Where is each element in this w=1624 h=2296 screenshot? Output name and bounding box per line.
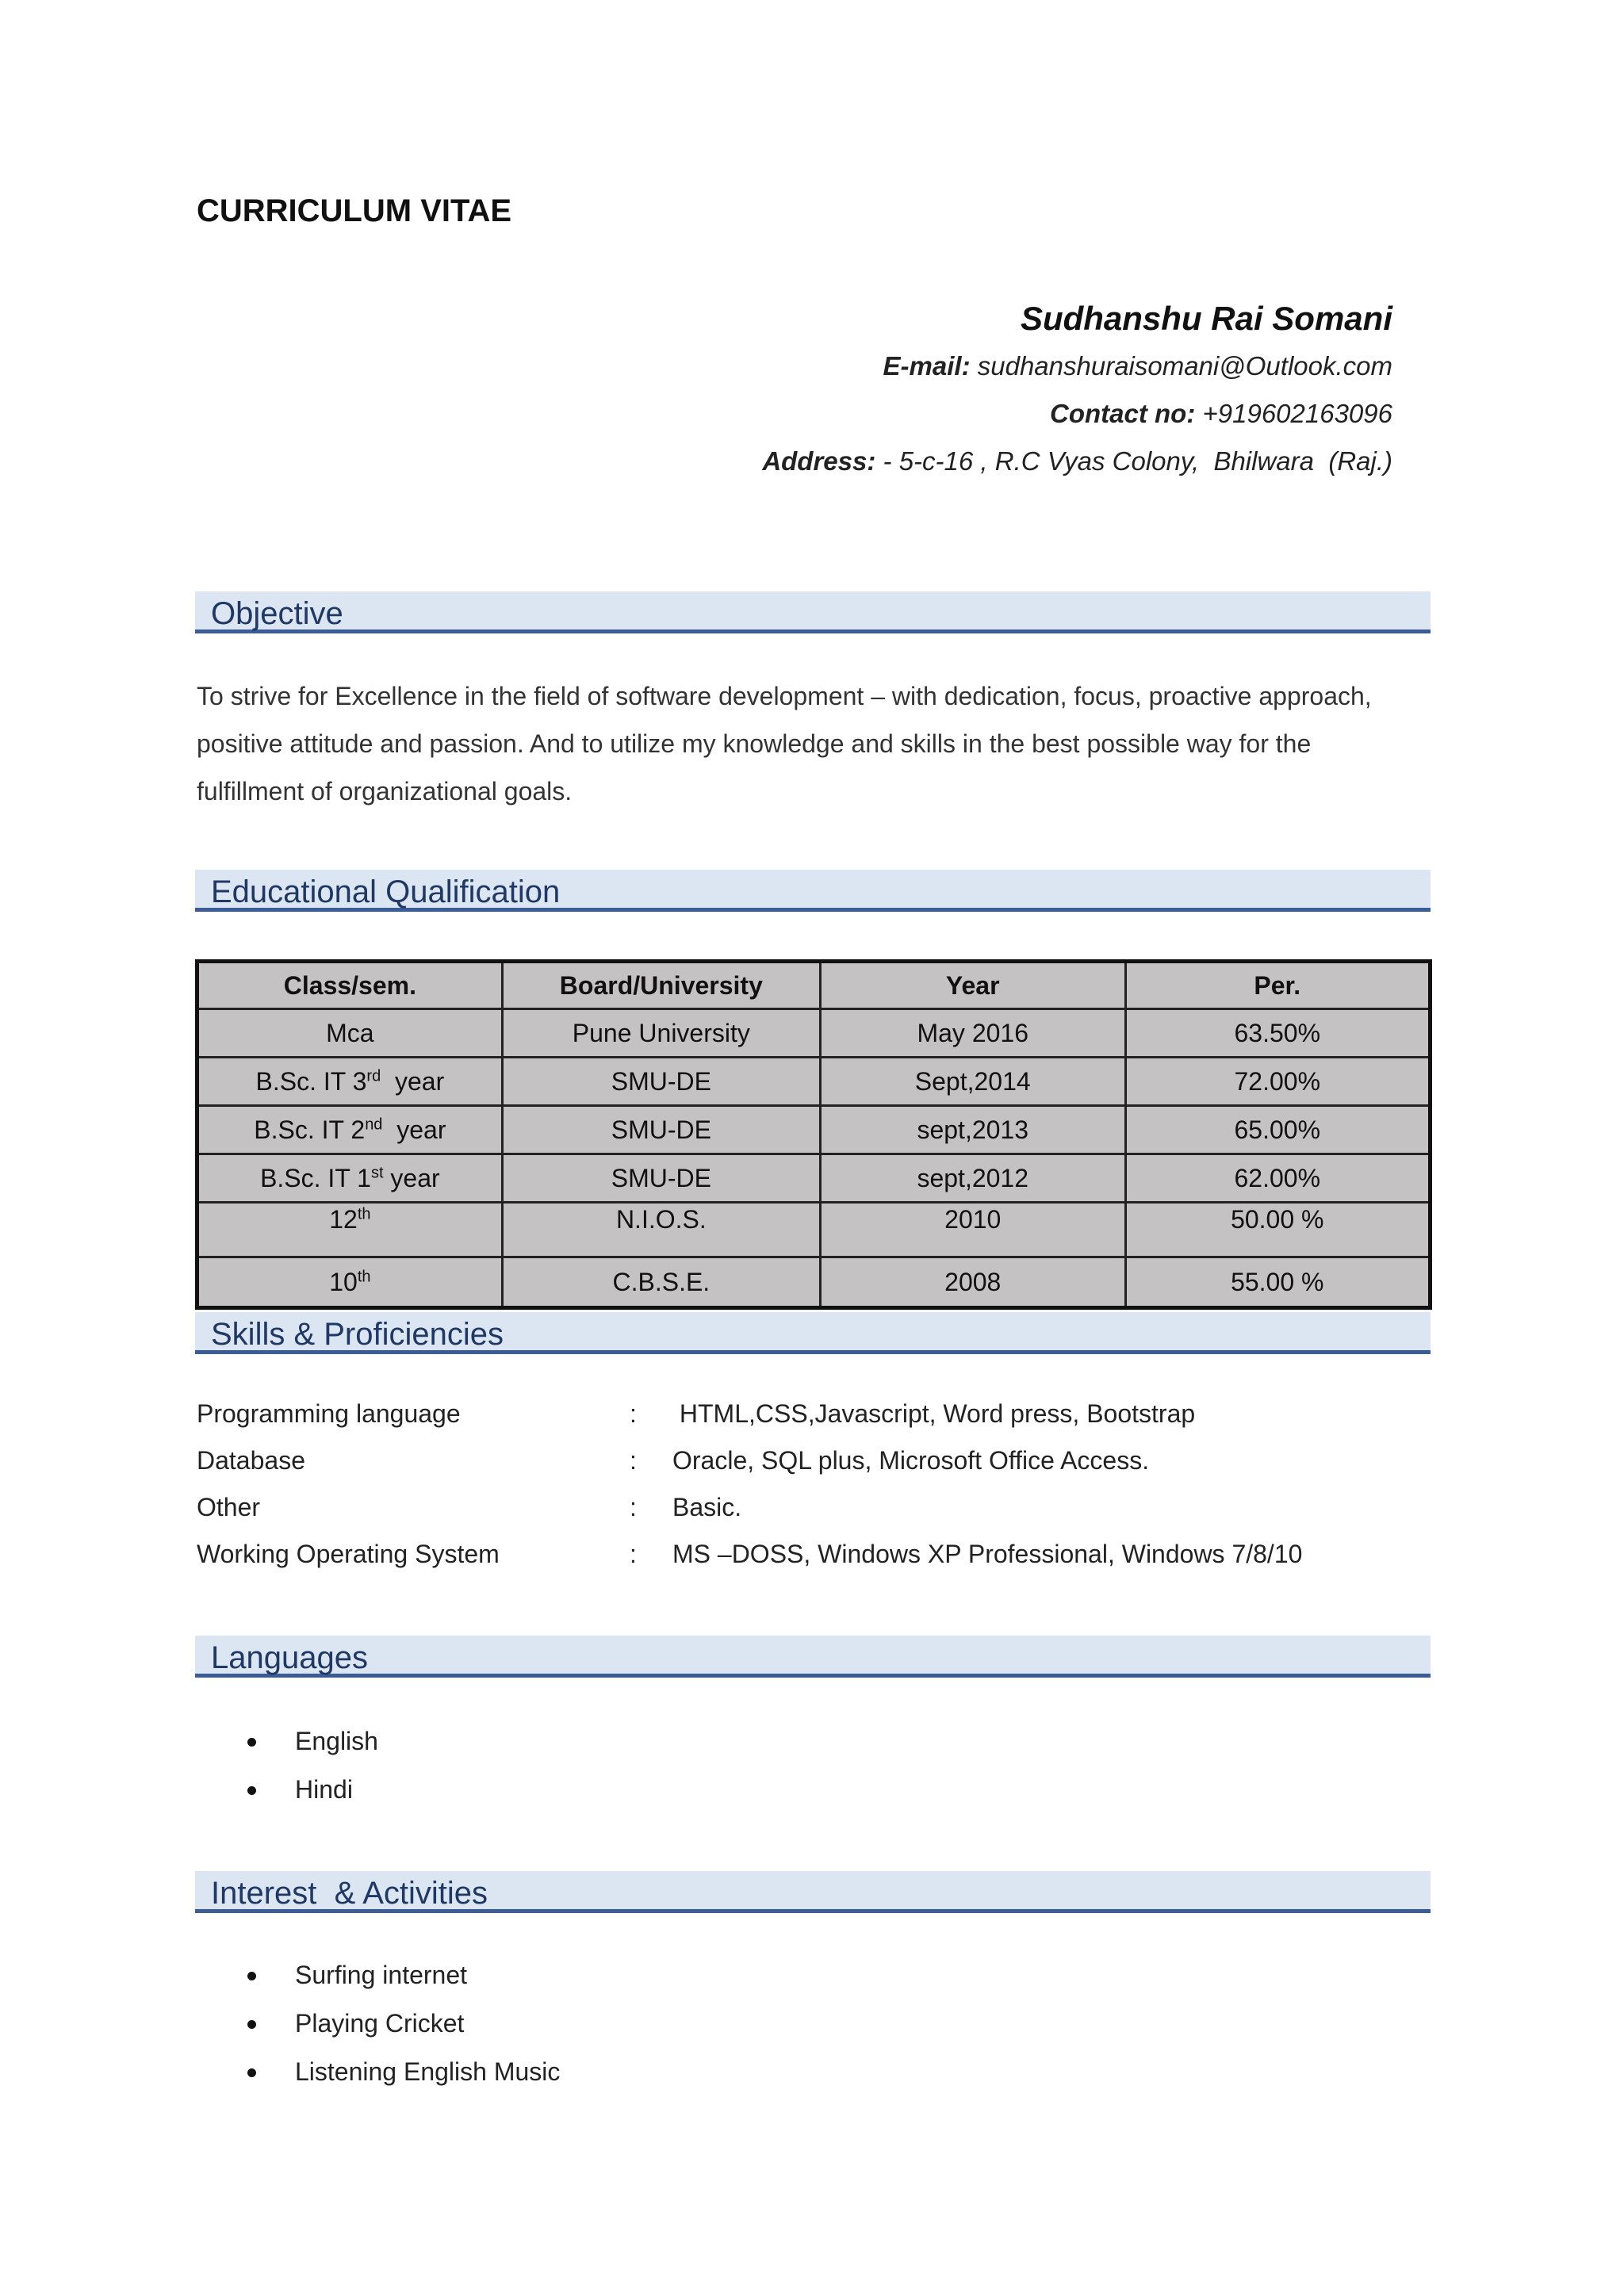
email-label: E-mail: <box>883 351 971 381</box>
header-year: Year <box>820 962 1125 1009</box>
percentage-cell: 65.00% <box>1125 1106 1430 1154</box>
address-value: - 5-c-16 , R.C Vyas Colony, Bhilwara (Raj.) <box>883 446 1392 476</box>
header-percentage: Per. <box>1125 962 1430 1009</box>
skill-value: MS –DOSS, Windows XP Professional, Windows 7/8/10 <box>672 1540 1303 1568</box>
skill-separator: : <box>630 1493 637 1521</box>
board-cell: SMU-DE <box>502 1058 820 1106</box>
document-title: CURRICULUM VITAE <box>197 193 512 228</box>
year-cell: sept,2012 <box>820 1154 1125 1203</box>
phone-line <box>441 390 1392 438</box>
percentage-cell: 55.00 % <box>1125 1257 1430 1308</box>
table-row <box>197 1257 1431 1308</box>
class-cell: B.Sc. IT 3rd year <box>197 1058 503 1106</box>
list-item: Surfing internet <box>197 1951 560 1999</box>
skills-heading: Skills & Proficiencies <box>211 1317 504 1352</box>
email-line <box>441 342 1392 390</box>
contact-block <box>441 295 1392 485</box>
education-table <box>195 959 1432 1310</box>
list-item: Listening English Music <box>197 2048 560 2096</box>
percentage-cell: 50.00 % <box>1125 1203 1430 1257</box>
class-cell: Mca <box>197 1009 503 1058</box>
list-item: Hindi <box>197 1766 378 1814</box>
percentage-cell: 63.50% <box>1125 1009 1430 1058</box>
education-heading-bar <box>195 870 1431 912</box>
header-board: Board/University <box>502 962 820 1009</box>
skill-row <box>197 1391 1434 1437</box>
list-item: Playing Cricket <box>197 1999 560 2048</box>
skill-key: Database <box>197 1446 305 1475</box>
table-row <box>197 1106 1431 1154</box>
list-item: English <box>197 1717 378 1766</box>
objective-heading: Objective <box>211 596 343 631</box>
table-row <box>197 1009 1431 1058</box>
skill-row <box>197 1437 1434 1484</box>
skill-separator: : <box>630 1446 637 1475</box>
skill-separator: : <box>630 1540 637 1568</box>
candidate-name: Sudhanshu Rai Somani <box>1020 300 1392 337</box>
year-cell: sept,2013 <box>820 1106 1125 1154</box>
year-cell: 2010 <box>820 1203 1125 1257</box>
year-cell: 2008 <box>820 1257 1125 1308</box>
address-label: Address: <box>762 446 876 476</box>
interests-list <box>197 1951 560 2096</box>
board-cell: C.B.S.E. <box>502 1257 820 1308</box>
header-class: Class/sem. <box>197 962 503 1009</box>
table-row <box>197 1058 1431 1106</box>
skill-row <box>197 1484 1434 1531</box>
phone-value: +919602163096 <box>1202 399 1392 428</box>
table-header-row <box>197 962 1431 1009</box>
objective-text: To strive for Excellence in the field of software development – with dedication, focus, proactive approach, positive attitude and passion. And to utilize my knowledge and skills in the best possible way for the fulfillment of organizational goals. <box>197 682 1372 806</box>
board-cell: SMU-DE <box>502 1106 820 1154</box>
objective-heading-bar <box>195 591 1431 633</box>
class-cell: B.Sc. IT 1st year <box>197 1154 503 1203</box>
skill-key: Programming language <box>197 1399 461 1428</box>
email-value: sudhanshuraisomani@Outlook.com <box>977 351 1392 381</box>
year-cell: May 2016 <box>820 1009 1125 1058</box>
table-row <box>197 1154 1431 1203</box>
board-cell: Pune University <box>502 1009 820 1058</box>
table-row <box>197 1203 1431 1257</box>
skills-list <box>197 1391 1434 1578</box>
class-cell: 10th <box>197 1257 503 1308</box>
interests-heading: Interest & Activities <box>211 1876 488 1911</box>
board-cell: SMU-DE <box>502 1154 820 1203</box>
class-cell: 12th <box>197 1203 503 1257</box>
skill-value: Basic. <box>672 1493 742 1521</box>
education-heading: Educational Qualification <box>211 874 561 909</box>
class-cell: B.Sc. IT 2nd year <box>197 1106 503 1154</box>
board-cell: N.I.O.S. <box>502 1203 820 1257</box>
skill-key: Other <box>197 1493 261 1521</box>
languages-heading: Languages <box>211 1640 368 1675</box>
languages-list <box>197 1717 378 1814</box>
skill-row <box>197 1531 1434 1578</box>
languages-heading-bar <box>195 1636 1431 1678</box>
skills-heading-bar <box>195 1312 1431 1354</box>
skill-value: HTML,CSS,Javascript, Word press, Bootstrap <box>672 1399 1196 1428</box>
year-cell: Sept,2014 <box>820 1058 1125 1106</box>
phone-label: Contact no: <box>1050 399 1196 428</box>
skill-key: Working Operating System <box>197 1540 500 1568</box>
skill-separator: : <box>630 1399 637 1428</box>
interests-heading-bar <box>195 1871 1431 1913</box>
percentage-cell: 72.00% <box>1125 1058 1430 1106</box>
skill-value: Oracle, SQL plus, Microsoft Office Access. <box>672 1446 1150 1475</box>
address-line <box>441 438 1392 485</box>
percentage-cell: 62.00% <box>1125 1154 1430 1203</box>
